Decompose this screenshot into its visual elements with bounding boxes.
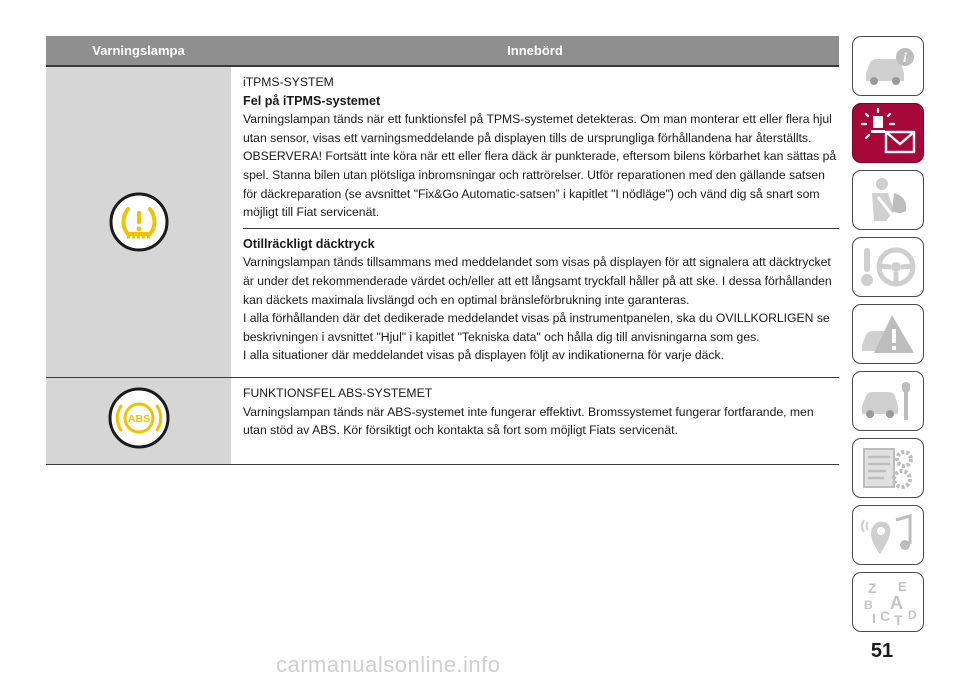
svg-text:i: i [903,51,907,66]
header-warning-lamp: Varningslampa [92,43,185,58]
paragraph: OBSERVERA! Fortsätt inte köra när ett eller flera däck är punkterade, eftersom bilens körbarhet kan sättas på spel. Stanna bilen utan plötsliga inbromsningar och rattrörelser. Utför reparationen med den gällande satsen för däckreparation (se avsnittet "Fix&Go Automatic-satsen” i kapitlet "I nödläge") och vänd dig så snart som möjligt till Fiat servicenät. [243,149,837,220]
svg-text:B: B [864,598,873,612]
paragraph: Varningslampan tänds när ett funktionsfel på TPMS-systemet detekteras. Om man monterar ett eller flera hjul utan sensor, visas ett varningsmeddelande på displayen tills de ursprungliga förhållandena har återställts. [243,112,832,145]
svg-text:D: D [908,608,917,622]
page-number: 51 [870,640,894,662]
table-row [46,67,839,378]
svg-text:E: E [898,579,907,594]
section-heading: Otillräckligt däcktryck [243,236,375,251]
safety-airbag-icon [858,175,918,225]
paragraph: Varningslampan tänds när ABS-systemet inte fungerar effektivt. Bromssystemet fungerar fortfarande, men utan stöd av ABS. Kör försiktigt och kontakta så fort som möjligt Fiats servicenät. [243,404,814,438]
table-row [46,378,839,465]
section-heading: Fel på iTPMS-systemet [243,93,381,108]
section-label: iTPMS-SYSTEM [243,75,334,89]
maintenance-icon [858,376,918,426]
index-icon [858,577,918,627]
tab-car-info[interactable] [852,36,924,96]
header-meaning: Innebörd [507,43,563,58]
multimedia-icon [858,510,918,560]
svg-text:T: T [894,612,903,627]
watermark: carmanualsonline.info [276,652,501,677]
svg-text:Z: Z [868,580,877,596]
lamp-cell [46,67,231,377]
emergency-icon [858,309,918,359]
tab-maintenance[interactable] [852,371,924,431]
tab-starting-driving[interactable] [852,237,924,297]
tab-emergency[interactable] [852,304,924,364]
tab-safety[interactable] [852,170,924,230]
car-info-icon [858,41,918,91]
lamp-cell [46,378,231,464]
steering-wheel-icon [858,242,918,292]
svg-text:C: C [880,608,891,624]
technical-data-icon [858,443,918,493]
tab-index[interactable] [852,572,924,632]
warning-lights-icon [858,108,918,158]
meaning-cell [231,67,839,377]
abs-warning-icon [107,386,171,450]
low-pressure-section [243,229,839,371]
abs-fault-section [243,384,839,440]
tpms-fault-section [243,73,839,229]
svg-text:A: A [890,593,903,613]
warning-lights-table [46,36,839,465]
meaning-cell [231,378,839,464]
tpms-warning-icon [108,191,170,253]
paragraph: I alla situationer där meddelandet visas på displayen följt av indikationerna för varje däck. [243,348,725,363]
section-label: FUNKTIONSFEL ABS-SYSTEMET [243,385,433,400]
abs-label: ABS [127,412,150,425]
paragraph: Varningslampan tänds tillsammans med meddelandet som visas på displayen för att signalera att däcktrycket är under det rekommenderade värdet och/eller att ett långsamt tryckfall håller på att ske. I dessa förhållanden kan däckets maximala livslängd och en optimal bränsleförbrukning inte garanteras. [243,255,832,307]
tab-technical-data[interactable] [852,438,924,498]
tab-multimedia[interactable] [852,505,924,565]
tab-warning-lights[interactable] [852,103,924,163]
table-header [46,36,839,67]
paragraph: I alla förhållanden där det dedikerade meddelandet visas på instrumentpanelen, ska du OVILLKORLIGEN se beskrivningen i avsnittet "Hjul" i kapitlet "Tekniska data" och hålla dig till anvisningarna som ges. [243,311,830,344]
svg-text:I: I [872,610,876,626]
